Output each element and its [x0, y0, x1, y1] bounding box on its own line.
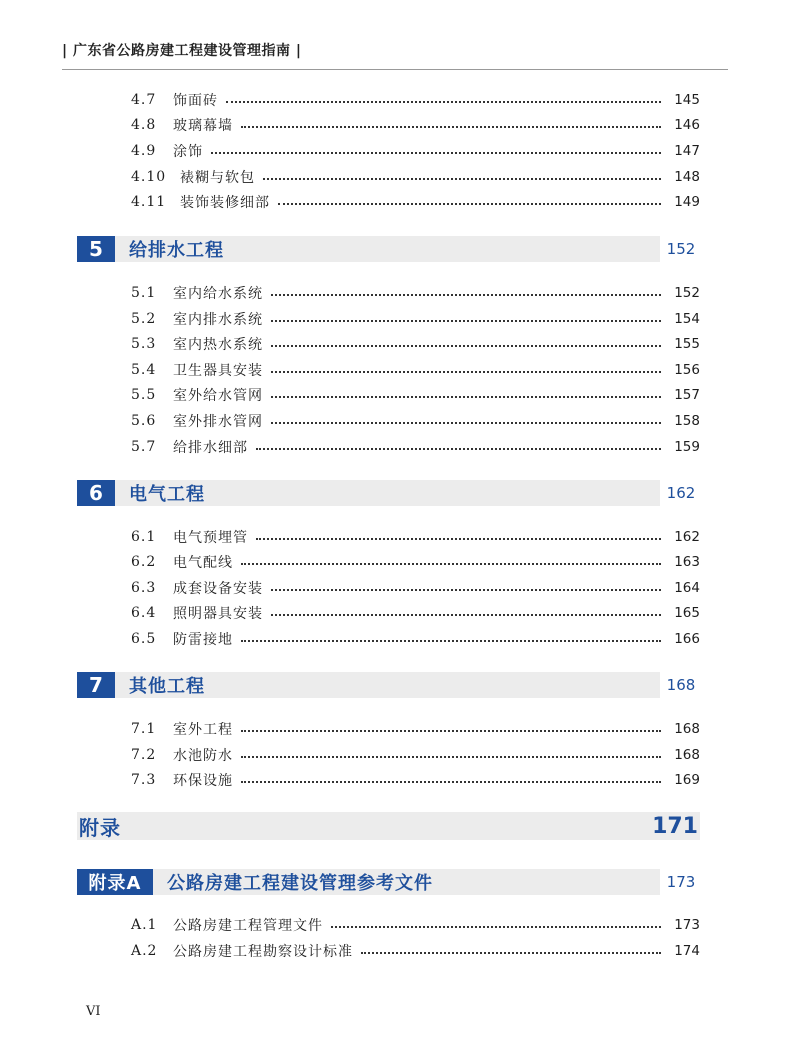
toc-entry[interactable] [131, 409, 700, 433]
dot-leader [256, 448, 661, 450]
entry-number: 6.2 [131, 554, 157, 570]
dot-leader [263, 178, 661, 180]
entry-page: 163 [674, 554, 700, 570]
chapter-page: 162 [660, 480, 700, 506]
entry-page: 152 [674, 285, 700, 301]
entry-page: 173 [674, 917, 700, 933]
appendix-page: 171 [652, 813, 698, 839]
toc-entry[interactable] [131, 165, 700, 189]
toc-entry[interactable] [131, 281, 700, 305]
entry-page: 165 [674, 605, 700, 621]
entry-number: 7.2 [131, 747, 157, 763]
appendix-title: 附录 [79, 815, 121, 840]
entry-number: 6.5 [131, 631, 157, 647]
toc-entry[interactable] [131, 307, 700, 331]
toc-entry[interactable] [131, 358, 700, 382]
entry-page: 148 [674, 169, 700, 185]
dot-leader [271, 396, 661, 398]
dot-leader [241, 730, 661, 732]
toc-entry[interactable] [131, 913, 700, 937]
dot-leader [278, 203, 661, 205]
toc-entry[interactable] [131, 525, 700, 549]
entry-page: 149 [674, 194, 700, 210]
entry-title: 电气预埋管 [173, 530, 248, 546]
entry-number: 5.5 [131, 387, 157, 403]
toc-entry[interactable] [131, 88, 700, 112]
dot-leader [361, 952, 661, 954]
entry-page: 162 [674, 529, 700, 545]
entry-title: 室外工程 [173, 722, 233, 738]
toc-entry[interactable] [131, 743, 700, 767]
chapter-page: 168 [660, 672, 700, 698]
entry-number: A.1 [131, 917, 158, 933]
entry-page: 159 [674, 439, 700, 455]
entry-title: 公路房建工程勘察设计标准 [173, 944, 353, 960]
entry-title: 室内排水系统 [173, 312, 263, 328]
dot-leader [271, 345, 661, 347]
entry-title: 室内给水系统 [173, 286, 263, 302]
entry-page: 166 [674, 631, 700, 647]
entry-number: 5.4 [131, 362, 157, 378]
chapter-heading[interactable] [77, 869, 700, 895]
running-header: | 广东省公路房建工程建设管理指南 | [62, 43, 302, 59]
chapter-page: 173 [660, 869, 700, 895]
dot-leader [211, 152, 661, 154]
entry-page: 164 [674, 580, 700, 596]
toc-entry[interactable] [131, 435, 700, 459]
entry-title: 室外给水管网 [173, 388, 263, 404]
toc-entry[interactable] [131, 576, 700, 600]
chapter-title: 给排水工程 [129, 240, 224, 261]
chapter-title: 公路房建工程建设管理参考文件 [167, 873, 433, 894]
toc-entry[interactable] [131, 768, 700, 792]
chapter-heading[interactable] [77, 480, 700, 506]
entry-title: 涂饰 [173, 144, 203, 160]
entry-title: 卫生器具安装 [173, 363, 263, 379]
entry-page: 147 [674, 143, 700, 159]
entry-page: 157 [674, 387, 700, 403]
toc-entry[interactable] [131, 550, 700, 574]
chapter-number-badge: 5 [77, 236, 115, 262]
entry-page: 155 [674, 336, 700, 352]
entry-page: 145 [674, 92, 700, 108]
chapter-title: 电气工程 [129, 484, 205, 505]
toc-entry[interactable] [131, 332, 700, 356]
entry-number: 7.1 [131, 721, 157, 737]
dot-leader [331, 926, 661, 928]
entry-number: 4.8 [131, 117, 157, 133]
toc-entry[interactable] [131, 627, 700, 651]
entry-number: A.2 [131, 943, 158, 959]
entry-title: 玻璃幕墙 [173, 118, 233, 134]
toc-entry[interactable] [131, 139, 700, 163]
entry-page: 168 [674, 747, 700, 763]
entry-number: 7.3 [131, 772, 157, 788]
toc-entry[interactable] [131, 383, 700, 407]
toc-entry[interactable] [131, 717, 700, 741]
chapter-number-badge: 附录A [77, 869, 153, 895]
entry-page: 154 [674, 311, 700, 327]
entry-title: 公路房建工程管理文件 [173, 918, 323, 934]
toc-entry[interactable] [131, 113, 700, 137]
chapter-heading[interactable] [77, 236, 700, 262]
chapter-number-badge: 6 [77, 480, 115, 506]
header-rule [62, 69, 728, 70]
dot-leader [271, 371, 661, 373]
chapter-heading[interactable] [77, 672, 700, 698]
entry-title: 给排水细部 [173, 440, 248, 456]
entry-page: 146 [674, 117, 700, 133]
entry-number: 5.3 [131, 336, 157, 352]
dot-leader [241, 563, 661, 565]
dot-leader [226, 101, 661, 103]
entry-number: 4.9 [131, 143, 157, 159]
dot-leader [241, 640, 661, 642]
dot-leader [241, 781, 661, 783]
entry-number: 4.11 [131, 194, 167, 210]
entry-title: 照明器具安装 [173, 606, 263, 622]
entry-title: 室外排水管网 [173, 414, 263, 430]
page-number: VI [86, 1004, 101, 1019]
dot-leader [271, 294, 661, 296]
toc-entry[interactable] [131, 190, 700, 214]
chapter-page: 152 [660, 236, 700, 262]
appendix-heading[interactable] [77, 812, 700, 840]
toc-entry[interactable] [131, 939, 700, 963]
dot-leader [271, 320, 661, 322]
entry-number: 5.6 [131, 413, 157, 429]
entry-number: 6.1 [131, 529, 157, 545]
entry-page: 169 [674, 772, 700, 788]
entry-title: 环保设施 [173, 773, 233, 789]
entry-page: 174 [674, 943, 700, 959]
dot-leader [241, 126, 661, 128]
entry-page: 158 [674, 413, 700, 429]
entry-title: 电气配线 [173, 555, 233, 571]
chapter-title: 其他工程 [129, 676, 205, 697]
dot-leader [271, 422, 661, 424]
dot-leader [256, 538, 661, 540]
entry-title: 室内热水系统 [173, 337, 263, 353]
chapter-number-badge: 7 [77, 672, 115, 698]
entry-page: 156 [674, 362, 700, 378]
entry-title: 成套设备安装 [173, 581, 263, 597]
entry-number: 6.3 [131, 580, 157, 596]
entry-number: 6.4 [131, 605, 157, 621]
entry-title: 裱糊与软包 [180, 170, 255, 186]
entry-title: 防雷接地 [173, 632, 233, 648]
entry-number: 5.2 [131, 311, 157, 327]
entry-title: 饰面砖 [173, 93, 218, 109]
dot-leader [271, 614, 661, 616]
entry-number: 4.7 [131, 92, 157, 108]
dot-leader [271, 589, 661, 591]
entry-page: 168 [674, 721, 700, 737]
entry-number: 5.7 [131, 439, 157, 455]
entry-title: 装饰装修细部 [180, 195, 270, 211]
entry-number: 4.10 [131, 169, 167, 185]
toc-entry[interactable] [131, 601, 700, 625]
dot-leader [241, 756, 661, 758]
entry-title: 水池防水 [173, 748, 233, 764]
entry-number: 5.1 [131, 285, 157, 301]
